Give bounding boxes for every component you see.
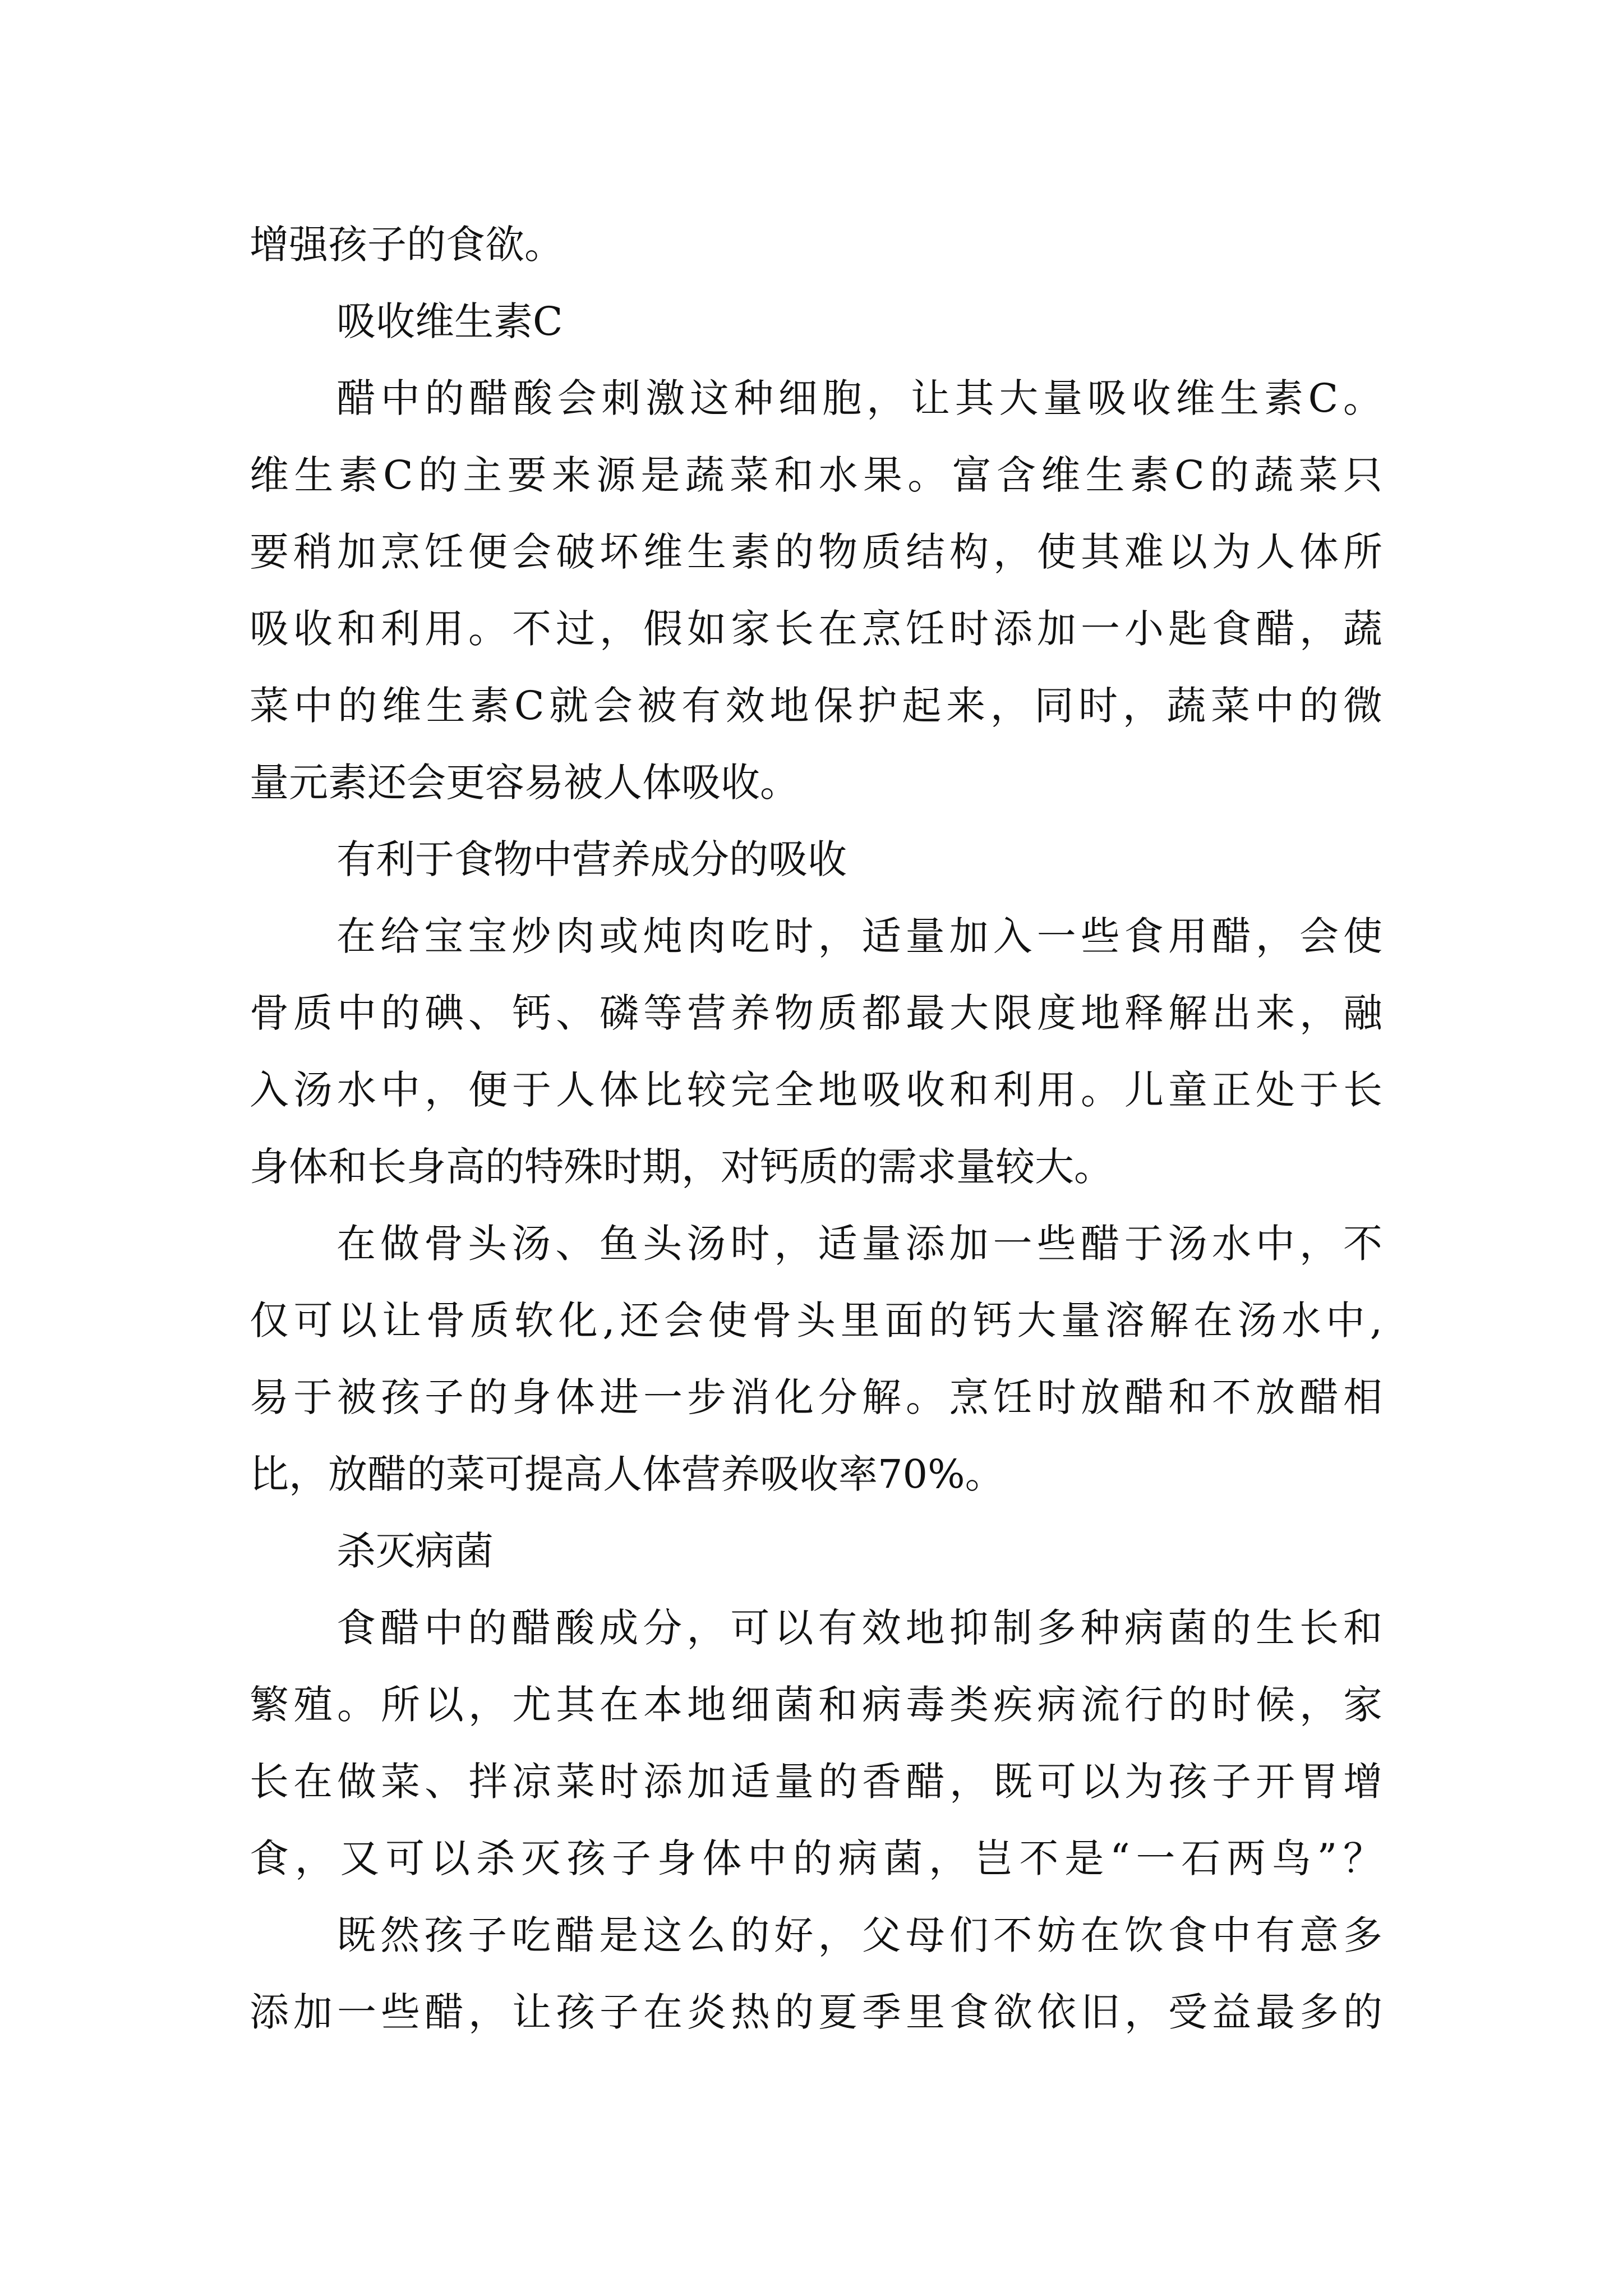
body-text-line: 食，又可以杀灭孩子身体中的病菌，岂不是“一石两鸟”？ (250, 1835, 1382, 1881)
body-text-line: 增强孩子的食欲。 (250, 222, 564, 268)
body-text-line: 醋中的醋酸会刺激这种细胞，让其大量吸收维生素C。 (336, 375, 1382, 421)
section-heading: 有利于食物中营养成分的吸收 (336, 836, 847, 882)
body-text-line: 要稍加烹饪便会破坏维生素的物质结构，使其难以为人体所 (250, 529, 1382, 575)
body-text-line: 维生素C的主要来源是蔬菜和水果。富含维生素C的蔬菜只 (250, 452, 1382, 498)
body-text-line: 骨质中的碘、钙、磷等营养物质都最大限度地释解出来，融 (250, 990, 1382, 1036)
section-heading: 杀灭病菌 (336, 1528, 494, 1574)
body-text-line: 在做骨头汤、鱼头汤时，适量添加一些醋于汤水中，不 (336, 1221, 1382, 1267)
body-text-line: 易于被孩子的身体进一步消化分解。烹饪时放醋和不放醋相 (250, 1374, 1382, 1420)
body-text-line: 繁殖。所以，尤其在本地细菌和病毒类疾病流行的时候，家 (250, 1682, 1382, 1728)
body-text-line: 菜中的维生素C就会被有效地保护起来，同时，蔬菜中的微 (250, 683, 1382, 729)
body-text-line: 食醋中的醋酸成分，可以有效地抑制多种病菌的生长和 (336, 1605, 1382, 1651)
body-text-line: 在给宝宝炒肉或炖肉吃时，适量加入一些食用醋，会使 (336, 913, 1382, 959)
body-text-line: 既然孩子吃醋是这么的好，父母们不妨在饮食中有意多 (336, 1912, 1382, 1958)
body-text-line: 比，放醋的菜可提高人体营养吸收率70%。 (250, 1451, 1004, 1497)
body-text-line: 长在做菜、拌凉菜时添加适量的香醋，既可以为孩子开胃增 (250, 1759, 1382, 1805)
body-text-line: 仅可以让骨质软化,还会使骨头里面的钙大量溶解在汤水中, (250, 1297, 1382, 1343)
body-text-line: 量元素还会更容易被人体吸收。 (250, 760, 799, 806)
section-heading: 吸收维生素C (336, 298, 563, 344)
body-text-line: 添加一些醋，让孩子在炎热的夏季里食欲依旧，受益最多的 (250, 1989, 1382, 2035)
body-text-line: 身体和长身高的特殊时期，对钙质的需求量较大。 (250, 1144, 1113, 1190)
body-text-line: 入汤水中，便于人体比较完全地吸收和利用。儿童正处于长 (250, 1067, 1382, 1113)
body-text-line: 吸收和利用。不过，假如家长在烹饪时添加一小匙食醋，蔬 (250, 606, 1382, 652)
